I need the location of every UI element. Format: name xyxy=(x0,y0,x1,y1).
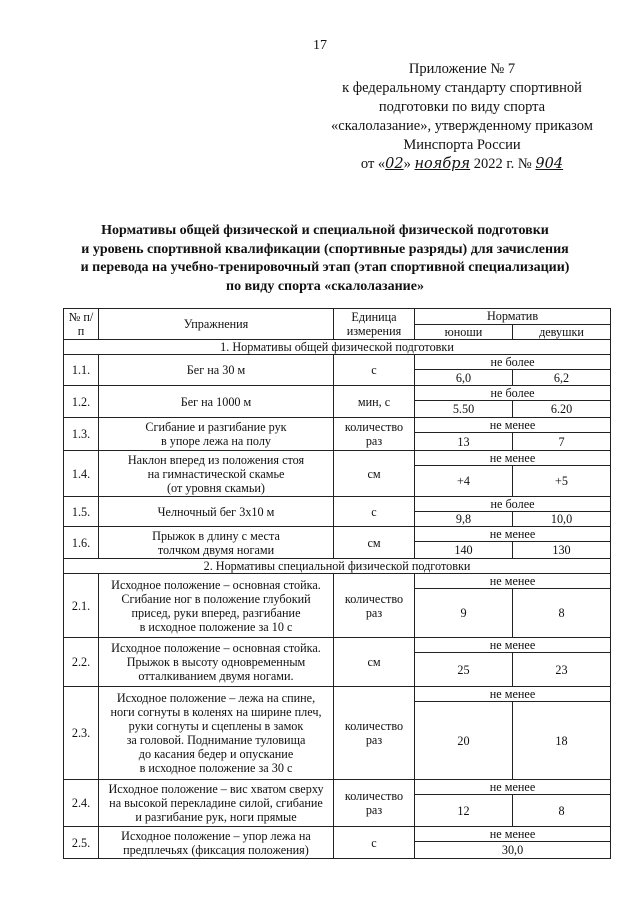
exercise-line: ноги согнуты в коленях на ширине плеч, xyxy=(110,705,322,719)
unit-cell xyxy=(334,687,415,780)
unit-cell xyxy=(334,527,415,559)
unit-line: мин, с xyxy=(357,394,391,409)
title-line: по виду спорта «скалолазание» xyxy=(226,278,424,294)
unit-line: с xyxy=(371,835,377,850)
exercise-line: Прыжок в длину с места xyxy=(152,528,280,543)
appendix-line: подготовки по виду спорта xyxy=(378,99,546,115)
row-number: 2.2. xyxy=(64,638,99,687)
unit-line: количество xyxy=(344,591,404,606)
norm-value-girls: 130 xyxy=(513,542,611,559)
exercise-line: в упоре лежа на полу xyxy=(160,434,272,448)
norm-condition: не менее xyxy=(415,451,611,466)
section-row xyxy=(64,559,611,574)
norm-value-boys: 20 xyxy=(415,702,513,780)
norm-value-boys: 5.50 xyxy=(415,401,513,418)
exercise-line: отталкиванием двумя ногами. xyxy=(138,669,294,683)
exercise-line: Исходное положение – лежа на спине, xyxy=(116,691,316,705)
table-row xyxy=(64,638,611,653)
title-line: и уровень спортивной квалификации (спортивные разряды) для зачисления xyxy=(81,241,569,257)
table-row xyxy=(64,574,611,589)
exercise-line: руки согнуты и сцеплены в замок xyxy=(128,719,304,733)
order-date-line xyxy=(312,155,612,174)
exercise-line: за головой. Поднимание туловища xyxy=(126,733,306,747)
header-norm: Норматив xyxy=(415,309,611,325)
row-number: 1.2. xyxy=(64,386,99,418)
exercise-line: Исходное положение – основная стойка. xyxy=(111,641,321,655)
exercise-line: Исходное положение – вис хватом сверху xyxy=(108,782,324,796)
norm-condition: не менее xyxy=(415,638,611,653)
title-line: и перевода на учебно-тренировочный этап (этап спортивной специализации) xyxy=(80,260,570,275)
norm-value-girls: 10,0 xyxy=(513,512,611,527)
exercise-line: и разгибание рук, ноги прямые xyxy=(135,810,297,824)
norm-value-girls: 18 xyxy=(513,702,611,780)
unit-line: см xyxy=(367,655,381,669)
unit-cell xyxy=(334,780,415,827)
exercise-line: предплечьях (фиксация положения) xyxy=(123,842,309,857)
norm-value-boys: 25 xyxy=(415,653,513,687)
exercise-line: Сгибание и разгибание рук xyxy=(145,420,287,434)
norm-condition: не более xyxy=(415,386,611,401)
norm-condition: не менее xyxy=(415,574,611,589)
table-row xyxy=(64,687,611,702)
exercise-line: Сгибание ног в положение глубокий xyxy=(121,591,311,606)
exercise-line: присед, руки вперед, разгибание xyxy=(131,605,301,620)
page-number: 17 xyxy=(313,38,327,53)
unit-cell xyxy=(334,638,415,687)
row-number: 2.1. xyxy=(64,574,99,638)
unit-line: количество xyxy=(344,719,404,733)
section-row xyxy=(64,340,611,355)
exercise-line: Бег на 1000 м xyxy=(180,394,252,409)
header-num: № п/п xyxy=(64,309,99,340)
section-1-title: 1. Нормативы общей физической подготовки xyxy=(64,340,611,355)
exercise-line: Челночный бег 3x10 м xyxy=(157,504,275,519)
norm-condition: не более xyxy=(415,497,611,512)
exercise-cell xyxy=(99,574,334,638)
row-number: 1.6. xyxy=(64,527,99,559)
title-line: Нормативы общей физической и специальной физической подготовки xyxy=(101,223,549,238)
norm-condition: не менее xyxy=(415,527,611,542)
table-row xyxy=(64,780,611,795)
exercise-line: толчком двумя ногами xyxy=(157,542,275,557)
table-row xyxy=(64,527,611,542)
exercise-line: в исходное положение за 10 с xyxy=(139,619,293,634)
norm-value-boys: +4 xyxy=(415,466,513,497)
handwritten-order-number: 904 xyxy=(535,156,564,172)
table-row xyxy=(64,386,611,401)
table-row xyxy=(64,418,611,433)
appendix-line: Приложение № 7 xyxy=(408,61,516,77)
date-mid: » xyxy=(403,156,415,172)
norm-value-both: 30,0 xyxy=(415,842,611,859)
unit-cell xyxy=(334,497,415,527)
norm-value-girls: +5 xyxy=(513,466,611,497)
exercise-line: Наклон вперед из положения стоя xyxy=(127,452,305,467)
header-girls: девушки xyxy=(513,324,611,340)
row-number: 1.3. xyxy=(64,418,99,451)
table-row xyxy=(64,827,611,842)
norm-value-boys: 13 xyxy=(415,433,513,451)
unit-line: с xyxy=(371,504,377,519)
header-exercise: Упражнения xyxy=(99,309,334,340)
exercise-cell xyxy=(99,418,334,451)
exercise-line: на гимнастической скамье xyxy=(147,466,285,481)
norm-condition: не более xyxy=(415,355,611,370)
norm-value-boys: 12 xyxy=(415,795,513,827)
unit-cell xyxy=(334,827,415,859)
table-row xyxy=(64,355,611,370)
norm-condition: не менее xyxy=(415,418,611,433)
unit-line: см xyxy=(367,466,381,481)
date-prefix: от « xyxy=(360,156,386,172)
row-number: 2.5. xyxy=(64,827,99,859)
unit-cell xyxy=(334,386,415,418)
row-number: 2.3. xyxy=(64,687,99,780)
header-unit: Единица измерения xyxy=(334,309,415,340)
unit-line: см xyxy=(367,535,381,550)
exercise-cell xyxy=(99,638,334,687)
unit-cell xyxy=(334,355,415,386)
appendix-line: Минспорта России xyxy=(403,137,521,153)
exercise-line: на высокой перекладине силой, сгибание xyxy=(109,796,323,810)
exercise-cell xyxy=(99,527,334,559)
norms-table xyxy=(63,308,611,859)
norm-condition: не менее xyxy=(415,780,611,795)
exercise-cell xyxy=(99,687,334,780)
norm-value-girls: 6.20 xyxy=(513,401,611,418)
unit-line: раз xyxy=(365,733,383,747)
exercise-cell xyxy=(99,386,334,418)
norm-value-girls: 8 xyxy=(513,795,611,827)
exercise-line: в исходное положение за 30 с xyxy=(139,761,293,775)
norm-value-boys: 9,8 xyxy=(415,512,513,527)
exercise-line: Исходное положение – упор лежа на xyxy=(121,828,311,843)
appendix-line: к федеральному стандарту спортивной xyxy=(342,80,582,96)
exercise-cell xyxy=(99,355,334,386)
row-number: 2.4. xyxy=(64,780,99,827)
norm-value-girls: 7 xyxy=(513,433,611,451)
norm-value-girls: 6,2 xyxy=(513,370,611,386)
exercise-cell xyxy=(99,497,334,527)
date-year: 2022 г. № xyxy=(470,156,536,172)
handwritten-month: ноября xyxy=(414,156,471,172)
section-2-title: 2. Нормативы специальной физической подготовки xyxy=(64,559,611,574)
handwritten-day: 02 xyxy=(385,156,404,172)
header-boys: юноши xyxy=(415,324,513,340)
norm-value-girls: 23 xyxy=(513,653,611,687)
exercise-line: (от уровня скамьи) xyxy=(167,480,265,495)
exercise-cell xyxy=(99,451,334,497)
norm-value-girls: 8 xyxy=(513,589,611,638)
exercise-cell xyxy=(99,780,334,827)
row-number: 1.5. xyxy=(64,497,99,527)
unit-line: количество xyxy=(344,789,404,803)
unit-line: раз xyxy=(365,605,383,620)
header-row xyxy=(64,309,611,325)
unit-line: количество xyxy=(344,420,404,434)
norm-condition: не менее xyxy=(415,687,611,702)
exercise-line: Исходное положение – основная стойка. xyxy=(111,577,321,592)
norm-value-boys: 9 xyxy=(415,589,513,638)
table-row xyxy=(64,497,611,512)
exercise-line: до касания бедер и опускание xyxy=(138,747,294,761)
exercise-cell xyxy=(99,827,334,859)
unit-line: раз xyxy=(365,434,383,448)
unit-cell xyxy=(334,574,415,638)
unit-cell xyxy=(334,418,415,451)
norm-condition: не менее xyxy=(415,827,611,842)
exercise-line: Бег на 30 м xyxy=(186,363,246,377)
norm-value-boys: 6,0 xyxy=(415,370,513,386)
appendix-block xyxy=(312,60,612,174)
unit-line: раз xyxy=(365,803,383,817)
document-title xyxy=(40,222,610,296)
exercise-line: Прыжок в высоту одновременным xyxy=(126,655,306,669)
row-number: 1.1. xyxy=(64,355,99,386)
unit-cell xyxy=(334,451,415,497)
row-number: 1.4. xyxy=(64,451,99,497)
table-row xyxy=(64,451,611,466)
appendix-line: «скалолазание», утвержденному приказом xyxy=(331,118,593,134)
norm-value-boys: 140 xyxy=(415,542,513,559)
unit-line: с xyxy=(371,363,377,377)
